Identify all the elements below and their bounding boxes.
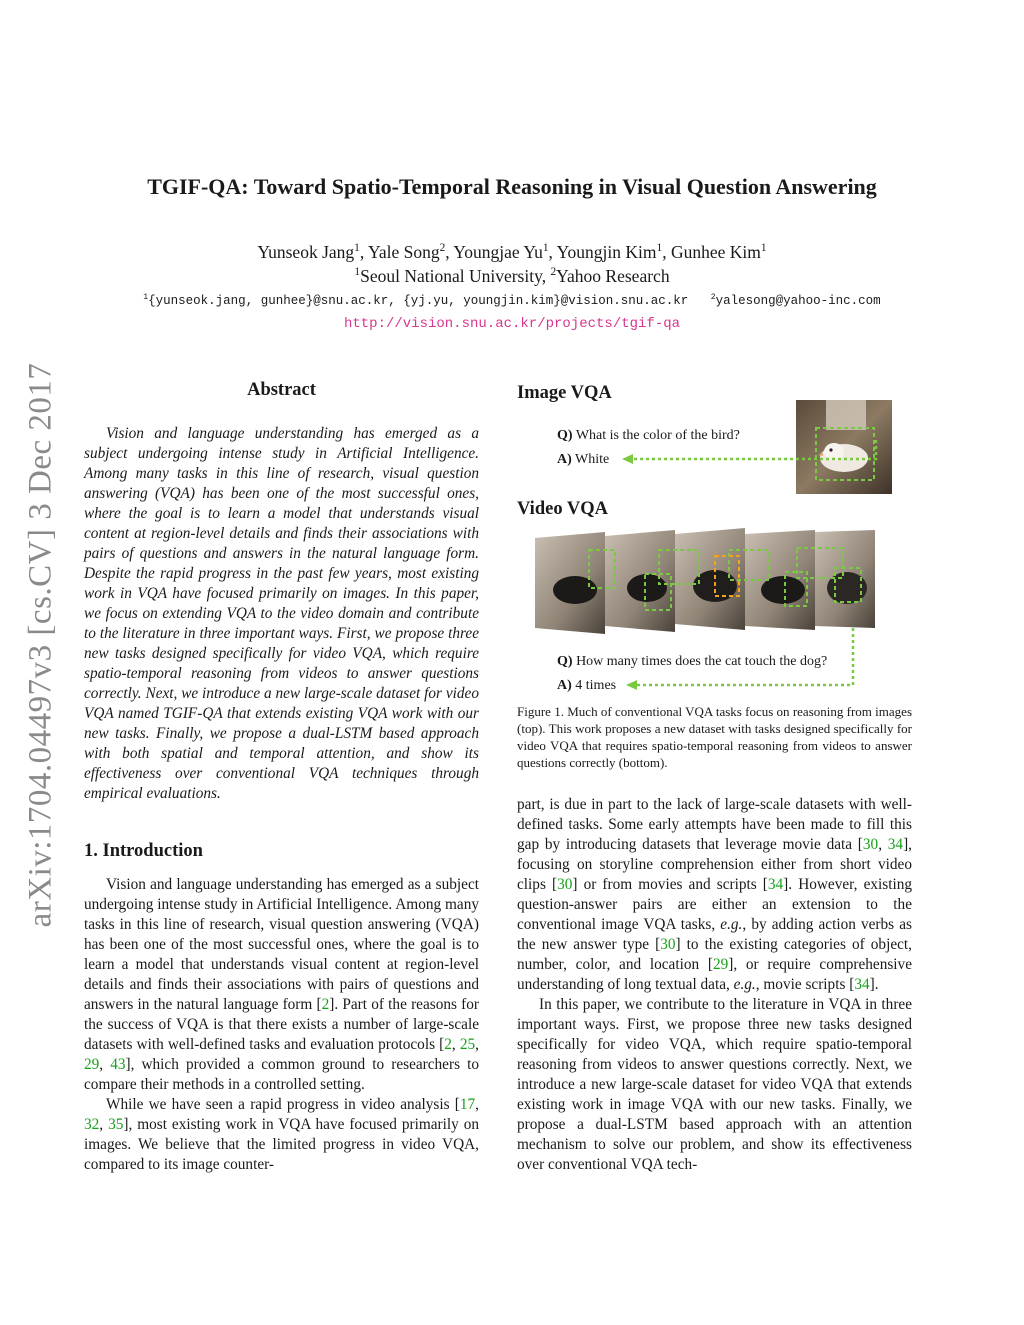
answer-prefix: A) [557, 678, 572, 693]
citation-link[interactable]: 2 [321, 996, 330, 1013]
arxiv-stamp: arXiv:1704.04497v3 [cs.CV] 3 Dec 2017 [22, 362, 59, 928]
citation-link[interactable]: 30 [660, 936, 676, 953]
video-frames-illustration [535, 528, 875, 638]
intro-column-left [84, 875, 479, 1175]
paragraph-text: part, is due in part to the lack of large-scale datasets with well-defined tasks. Some early attempts have been made to fill this gap by introducing datasets that leverage movie data [ [517, 796, 912, 853]
paragraph-text: e.g. [733, 976, 756, 993]
citation-link[interactable]: 30 [557, 876, 573, 893]
citation-link[interactable]: 17 [459, 1096, 476, 1113]
citation-link[interactable]: 43 [110, 1056, 126, 1073]
intro-column-right [517, 795, 912, 1175]
affiliation: Seoul National University [360, 266, 542, 286]
image-answer [557, 452, 609, 468]
email-list [0, 294, 1024, 308]
paragraph-text: ]. [869, 976, 879, 993]
paragraph-text: ]. However, existing question-answer pairs are either an extension to the conventional image VQA tasks, [517, 876, 913, 933]
paper-title: TGIF-QA: Toward Spatio-Temporal Reasoning in Visual Question Answering [147, 174, 877, 199]
paragraph-text: ], focusing on storyline comprehension either from short video clips [ [517, 836, 912, 893]
citation-link[interactable]: 32 [84, 1116, 100, 1133]
paragraph-text: e.g. [720, 916, 743, 933]
abstract-text: Vision and language understanding has emerged as a subject undergoing intense study in Artificial Intelligence. Among many tasks in this line of research, visual question answering (VQA) has been one of the most successful ones, where the goal is to learn a model that understands visual content at region-level details and finds their associations with pairs of questions and answers in the natural language form. Despite the rapid progress in the past few years, most existing work in VQA have focused primarily on images. In this paper, we focus on extending VQA to the video domain and contribute to the literature in three important ways. First, we propose three new tasks designed specifically for video VQA, which require spatio-temporal reasoning from videos to answer questions correctly. Next, we introduce a new large-scale dataset for video VQA named TGIF-QA that extends existing VQA work with our new tasks. Finally, we propose a dual-LSTM based approach with both spatial and temporal attention, and show its effectiveness over conventional VQA techniques through empirical evaluations. [84, 425, 479, 802]
citation-link[interactable]: 29 [84, 1056, 100, 1073]
answer-text: White [575, 452, 610, 467]
paragraph-text: While we have seen a rapid progress in video analysis [ [106, 1096, 460, 1113]
video-frame-1 [535, 532, 605, 634]
paragraph-text: ] or from movies and scripts [ [572, 876, 768, 893]
abstract-heading: Abstract [247, 380, 316, 400]
author-affiliation-mark: 1 [542, 242, 549, 255]
affiliation-list: $^1$Seoul National University, $^2$Yahoo Research [354, 266, 670, 286]
video-vqa-label: Video VQA [517, 499, 608, 519]
paragraph-text: ]. Part of the reasons for the success of VQA is that there exists a number of large-scale datasets with well-defined tasks and evaluation protocols [ [84, 996, 479, 1053]
author-affiliation-mark: 1 [656, 242, 663, 255]
citation-link[interactable]: 34 [767, 876, 784, 893]
affiliation: Yahoo Research [556, 266, 670, 286]
video-answer [557, 678, 616, 694]
author-name: Yunseok Jang [257, 242, 355, 262]
video-answer-arrow [624, 628, 860, 692]
project-url-link[interactable]: http://vision.snu.ac.kr/projects/tgif-qa [343, 316, 681, 332]
question-text: What is the color of the bird? [575, 428, 740, 443]
citation-link[interactable]: 34 [854, 976, 870, 993]
citation-link[interactable]: 2 [444, 1036, 452, 1053]
answer-text: 4 times [575, 678, 617, 693]
image-vqa-label: Image VQA [517, 383, 612, 403]
citation-link[interactable]: 25 [459, 1036, 476, 1053]
video-frame-strip [535, 528, 875, 638]
citation-link[interactable]: 35 [108, 1116, 124, 1133]
citation-link[interactable]: 34 [887, 836, 904, 853]
author-affiliation-mark: 1 [760, 242, 767, 255]
affiliation-mark: 1 [354, 266, 361, 279]
author-block [0, 240, 1024, 288]
paragraph-text: , movie scripts [ [755, 976, 855, 993]
author-name: Gunhee Kim [670, 242, 761, 262]
image-answer-arrow [620, 440, 880, 470]
author-list: Yunseok Jang$^1$, Yale Song$^2$, Youngjae Yu$^1$, Youngjin Kim$^1$, Gunhee Kim$^1$ [257, 242, 767, 262]
question-prefix: Q) [557, 654, 573, 669]
citation-link[interactable]: 29 [712, 956, 729, 973]
email-affiliation-mark: 1 [143, 292, 149, 302]
email-group[interactable]: yalesong@yahoo-inc.com [715, 294, 881, 308]
email-group[interactable]: {yunseok.jang, gunhee}@snu.ac.kr, {yj.yu, youngjin.kim}@vision.snu.ac.kr [148, 294, 689, 308]
author-name: Youngjin Kim [556, 242, 657, 262]
intro-paragraph-1: Vision and language understanding has emerged as a subject undergoing intense study in Artificial Intelligence. Among many tasks in this line of research, visual question answering (VQA) has been one of the most successful ones, where the goal is to learn a model that understands visual content at region-level details and finds their associations with pairs of questions and answers in the natural language form [2]. Part of the reasons for the success of VQA is that there exists a number of large-scale datasets with well-defined tasks and evaluation protocols [2, 25, 29, 43], which provided a common ground to researchers to compare their methods in a controlled setting. [84, 876, 479, 1093]
video-frame-4 [745, 530, 815, 630]
figure-caption: Figure 1. Much of conventional VQA tasks focus on reasoning from images (top). This work proposes a new dataset with tasks designed specifically for video VQA that requires spatio-temporal reasoning from videos to answer questions correctly (bottom). [517, 704, 912, 770]
answer-prefix: A) [557, 452, 572, 467]
video-frame-3 [675, 528, 745, 630]
paragraph-text: ] to the existing categories of object, number, color, and location [ [517, 936, 912, 973]
affiliation-mark: 2 [550, 266, 557, 279]
intro-paragraph-2: While we have seen a rapid progress in video analysis [17, 32, 35], most existing work in VQA have focused primarily on images. We believe that the limited progress in video VQA, compared to its image counter- [84, 1096, 480, 1173]
section-heading-introduction: 1. Introduction [84, 841, 203, 861]
question-prefix: Q) [557, 428, 573, 443]
paragraph-text: ], which provided a common ground to researchers to compare their methods in a controlled setting. [84, 1056, 479, 1093]
paragraph-text: ], most existing work in VQA have focused primarily on images. We believe that the limited progress in video VQA, compared to its image counter- [84, 1116, 480, 1173]
citation-link[interactable]: 30 [862, 836, 879, 853]
intro-paragraph-4: In this paper, we contribute to the literature in VQA in three important ways. First, we propose three new tasks designed specifically for video VQA, which require spatio-temporal reasoning from videos to answer questions correctly. Next, we introduce a new large-scale dataset for video VQA that extends existing work in image VQA with our new tasks. Finally, we propose a dual-LSTM based approach with an attention mechanism to solve our problem, and show its effectiveness over conventional VQA tech- [517, 996, 912, 1173]
paragraph-text: , by adding action verbs as the new answer type [ [517, 916, 912, 953]
author-affiliation-mark: 1 [354, 242, 360, 255]
author-name: Yale Song [367, 242, 440, 262]
intro-paragraph-3: part, is due in part to the lack of large-scale datasets with well-defined tasks. Some early attempts have been made to fill this gap by introducing datasets that leverage movie data [30, 34], focusing on storyline comprehension either from short video clips [30] or from movies and scripts [34]. However, existing question-answer pairs are either an extension to the conventional image VQA tasks, e.g., by adding action verbs as the new answer type [30] to the existing categories of object, number, color, and location [29], or require comprehensive understanding of long textual data, e.g., movie scripts [34]. [517, 796, 913, 993]
email-affiliation-mark: 2 [710, 292, 716, 302]
question-text: How many times does the cat touch the dog? [576, 654, 828, 669]
paragraph-text: Vision and language understanding has emerged as a subject undergoing intense study in Artificial Intelligence. Among many tasks in this line of research, visual question answering (VQA) has been one of the most successful ones, where the goal is to learn a model that understands visual content at region-level details and finds their associations with pairs of questions and answers in the natural language form [ [84, 876, 479, 1013]
author-affiliation-mark: 2 [439, 242, 446, 255]
author-name: Youngjae Yu [453, 242, 543, 262]
paragraph-text: ], or require comprehensive understanding of long textual data, [517, 956, 912, 993]
